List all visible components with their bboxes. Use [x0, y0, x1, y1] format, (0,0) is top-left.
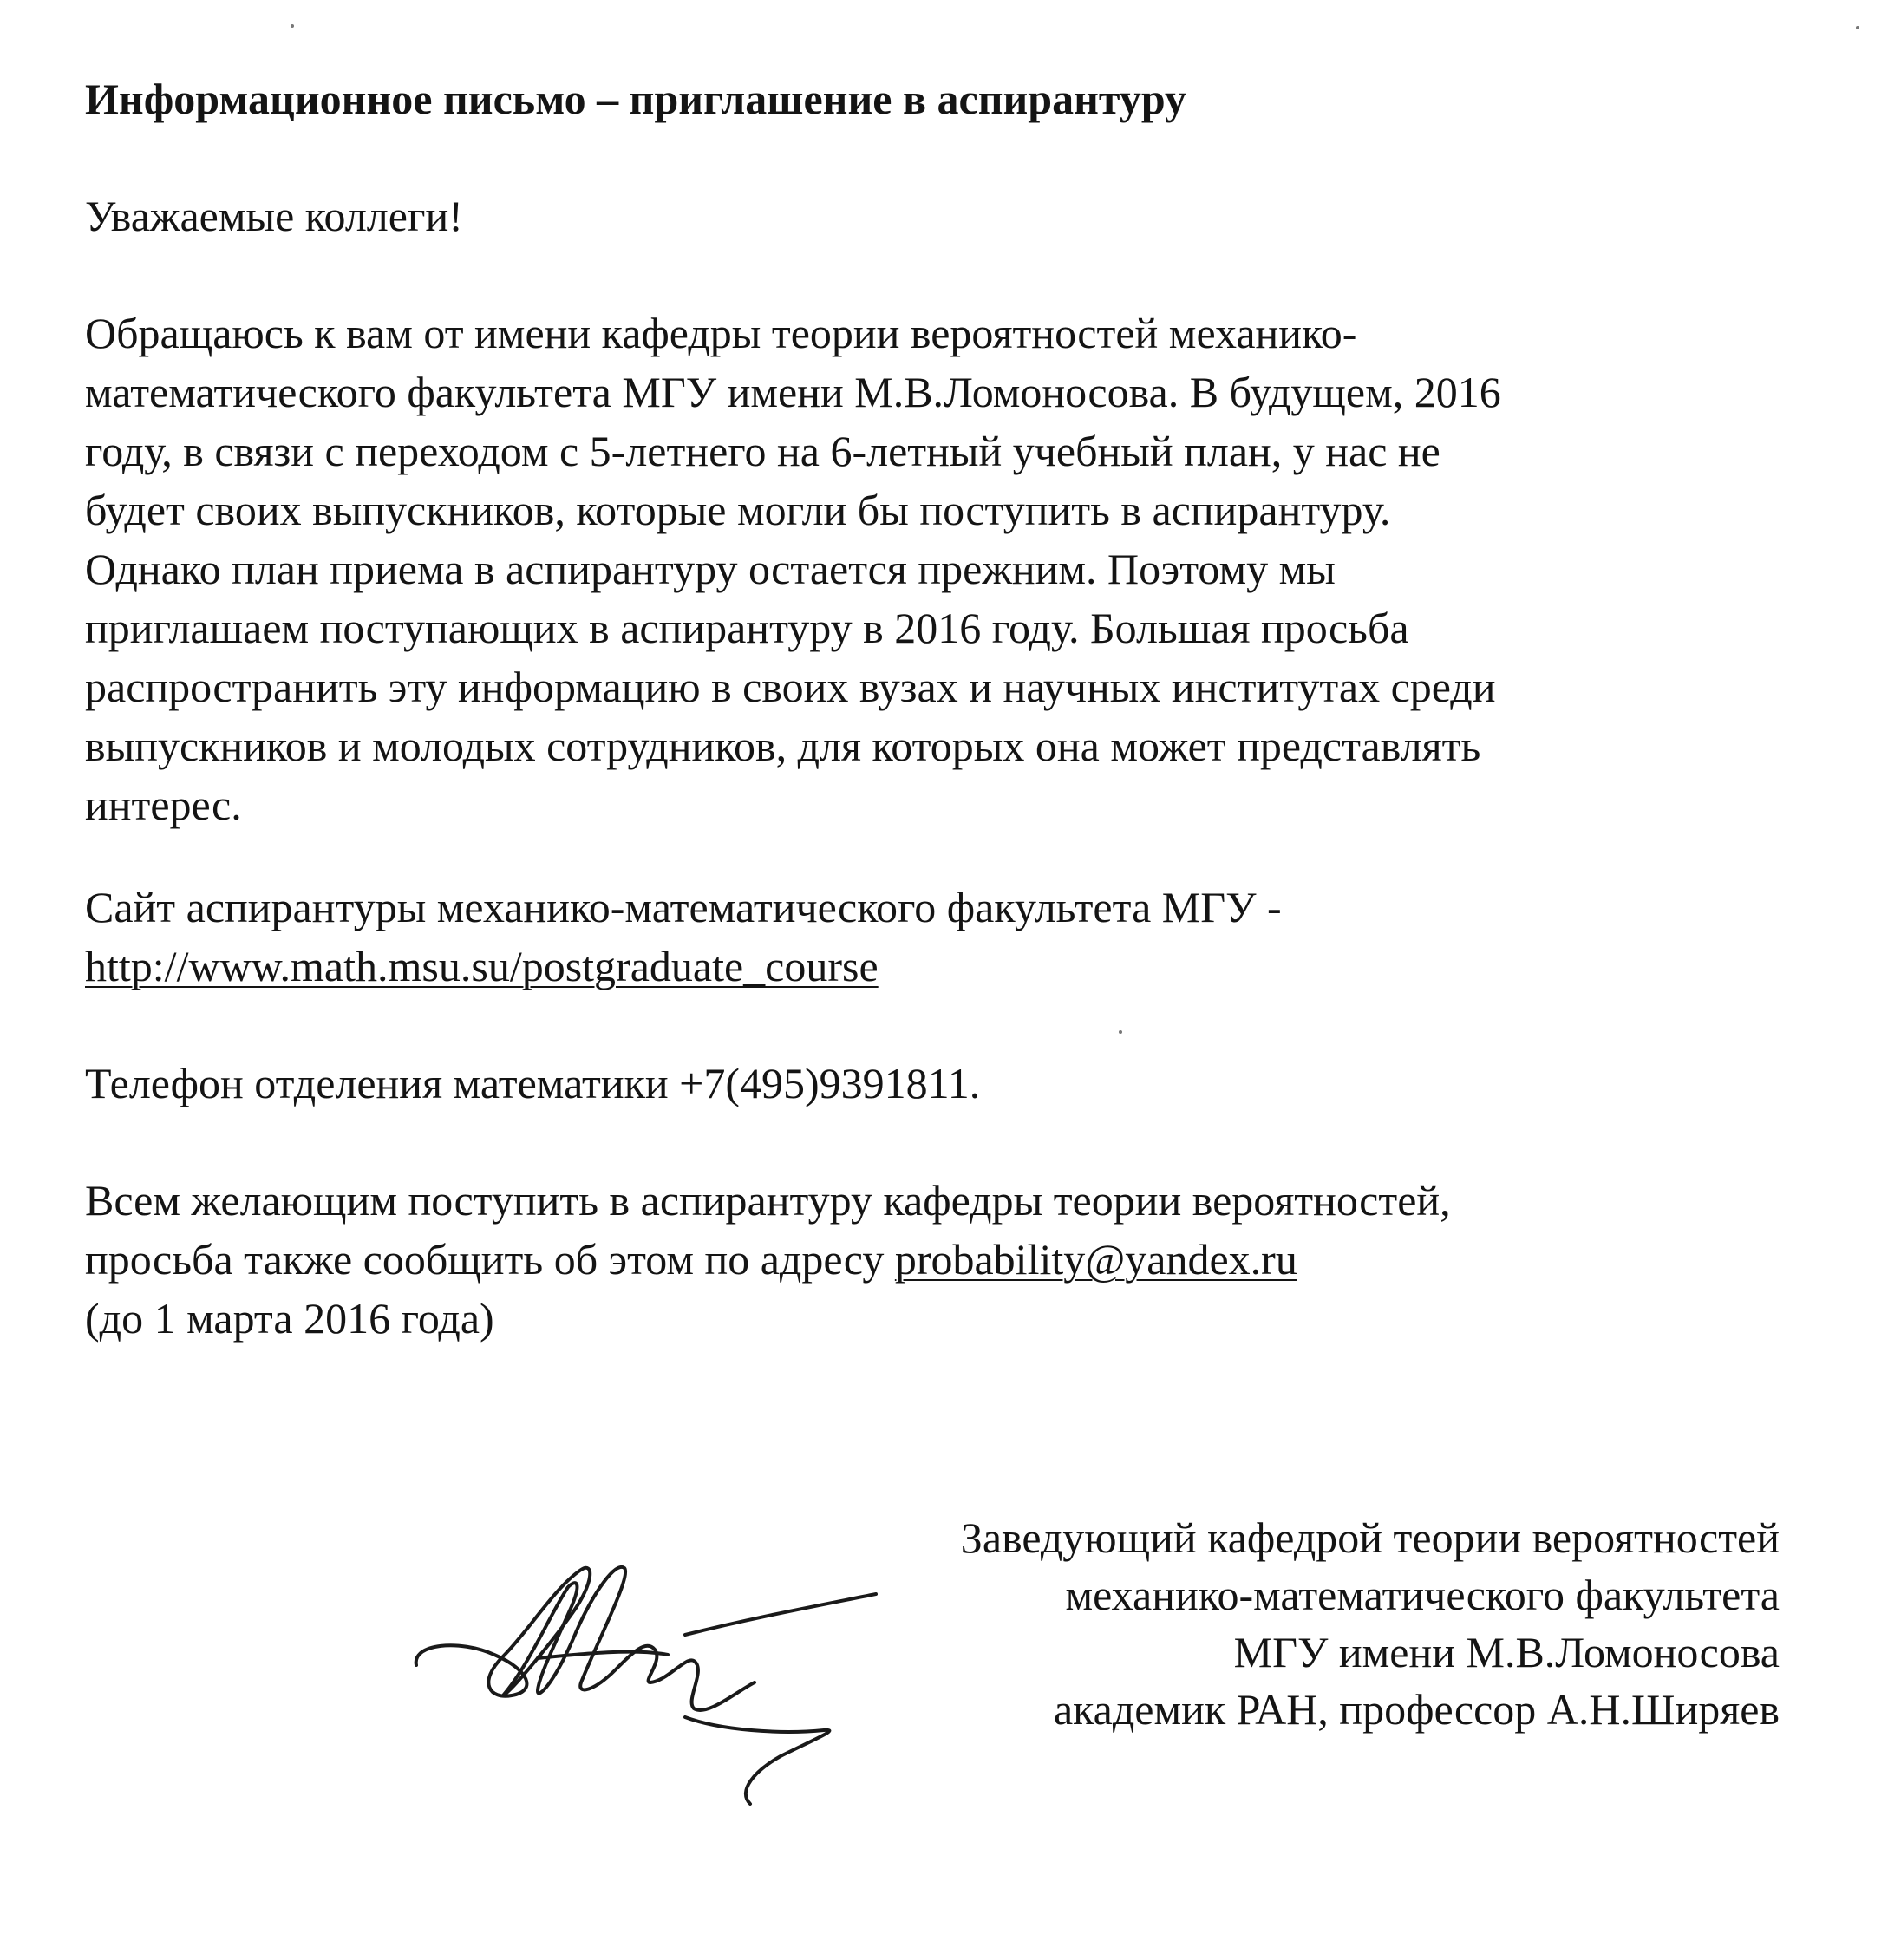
- scan-speck: [1119, 1030, 1122, 1034]
- body-line: математического факультета МГУ имени М.В.Ломоносова. В будущем, 2016: [85, 368, 1501, 416]
- body-line: году, в связи с переходом с 5-летнего на 6-летный учебный план, у нас не: [85, 427, 1440, 475]
- body-line: выпускников и молодых сотрудников, для которых она может представлять: [85, 722, 1481, 770]
- handwritten-signature: [408, 1552, 911, 1821]
- scan-speck: [291, 24, 294, 28]
- body-line: Обращаюсь к вам от имени кафедры теории вероятностей механико-: [85, 309, 1357, 357]
- email-link[interactable]: probability@yandex.ru: [894, 1235, 1297, 1284]
- body-line: распространить эту информацию в своих вузах и научных институтах среди: [85, 663, 1496, 711]
- phone-line: Телефон отделения математики +7(495)9391811.: [85, 1059, 981, 1107]
- deadline: (до 1 марта 2016 года): [85, 1294, 494, 1343]
- body-line: Однако план приема в аспирантуру остается прежним. Поэтому мы: [85, 545, 1336, 593]
- site-link[interactable]: http://www.math.msu.su/postgraduate_course: [85, 942, 879, 990]
- application-request: [85, 1171, 1837, 1348]
- signatory-line: Заведующий кафедрой теории вероятностей: [960, 1513, 1780, 1562]
- site-section: [85, 878, 1837, 996]
- body-line: приглашаем поступающих в аспирантуру в 2016 году. Большая просьба: [85, 604, 1409, 652]
- signatory-line: МГУ имени М.В.Ломоносова: [1233, 1628, 1780, 1676]
- signatory-line: академик РАН, профессор А.Н.Ширяев: [1053, 1685, 1780, 1734]
- scan-speck: [1856, 26, 1859, 29]
- site-label: Сайт аспирантуры механико-математического факультета МГУ -: [85, 883, 1282, 931]
- signature-block: [961, 1509, 1780, 1738]
- request-line-with-email: [85, 1230, 1837, 1289]
- body-paragraph: [85, 304, 1837, 834]
- greeting: Уважаемые коллеги!: [85, 192, 463, 240]
- body-line: интерес.: [85, 781, 242, 829]
- signatory-line: механико-математического факультета: [1065, 1571, 1780, 1619]
- request-line: Всем желающим поступить в аспирантуру кафедры теории вероятностей,: [85, 1176, 1451, 1225]
- letter-title: Информационное письмо – приглашение в аспирантуру: [85, 75, 1186, 123]
- body-line: будет своих выпускников, которые могли бы поступить в аспирантуру.: [85, 486, 1391, 534]
- request-prefix: просьба также сообщить об этом по адресу: [85, 1235, 895, 1284]
